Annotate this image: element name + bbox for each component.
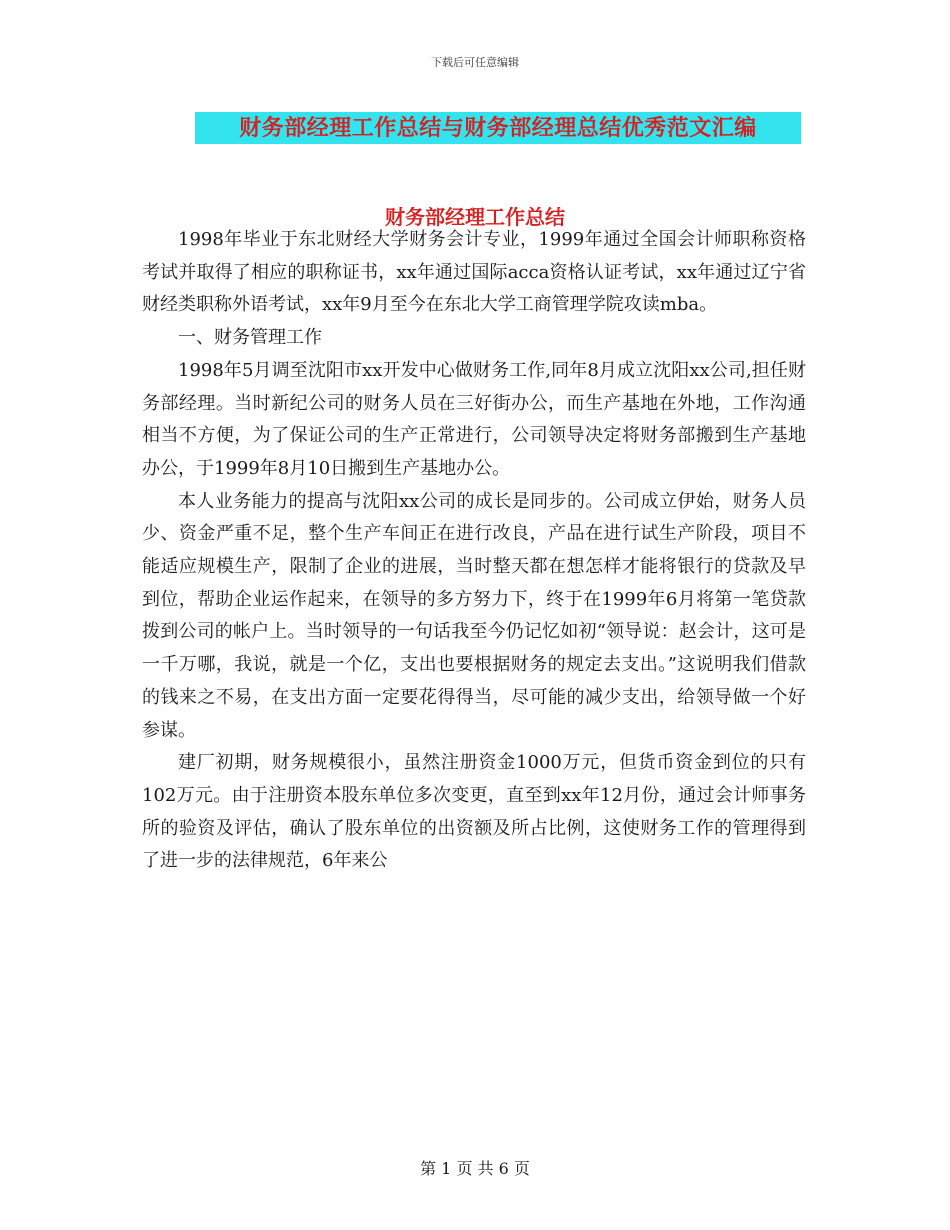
paragraph: 本人业务能力的提高与沈阳xx公司的成长是同步的。公司成立伊始，财务人员少、资金严重不足，整个生产车间正在进行改良，产品在进行试生产阶段，项目不能适应规模生产，限制了企业的进展，当时整天都在想怎样才能将银行的贷款及早到位，帮助企业运作起来，在领导的多方努力下，终于在1999年6月将第一笔贷款拨到公司的帐户上。当时领导的一句话我至今仍记忆如初“领导说：赵会计，这可是一千万哪，我说，就是一个亿，支出也要根据财务的规定去支出。”这说明我们借款的钱来之不易，在支出方面一定要花得得当，尽可能的减少支出，给领导做一个好参谋。 (142, 490, 806, 741)
page-footer: 第 1 页 共 6 页 (420, 1159, 530, 1178)
paragraph: 1998年5月调至沈阳市xx开发中心做财务工作,同年8月成立沈阳xx公司,担任财务部经理。当时新纪公司的财务人员在三好街办公，而生产基地在外地，工作沟通相当不方便，为了保证公司的生产正常进行，公司领导决定将财务部搬到生产基地办公，于1999年8月10日搬到生产基地办公。 (142, 359, 806, 479)
paragraph-heading: 一、财务管理工作 (178, 327, 322, 349)
paragraph: 1998年毕业于东北财经大学财务会计专业，1999年通过全国会计师职称资格考试并取得了相应的职称证书，xx年通过国际acca资格认证考试，xx年通过辽宁省财经类职称外语考试，xx年9月至今在东北大学工商管理学院攻读mba。 (142, 229, 806, 316)
paragraph: 建厂初期，财务规模很小，虽然注册资金1000万元，但货币资金到位的只有102万元。由于注册资本股东单位多次变更，直至到xx年12月份，通过会计师事务所的验资及评估，确认了股东单位的出资额及所占比例，这使财务工作的管理得到了进一步的法律规范，6年来公 (142, 752, 806, 872)
section-title: 财务部经理工作总结 (385, 205, 565, 229)
header-note: 下载后可任意编辑 (431, 56, 519, 69)
document-title: 财务部经理工作总结与财务部经理总结优秀范文汇编 (239, 115, 757, 141)
document-body (142, 224, 806, 878)
